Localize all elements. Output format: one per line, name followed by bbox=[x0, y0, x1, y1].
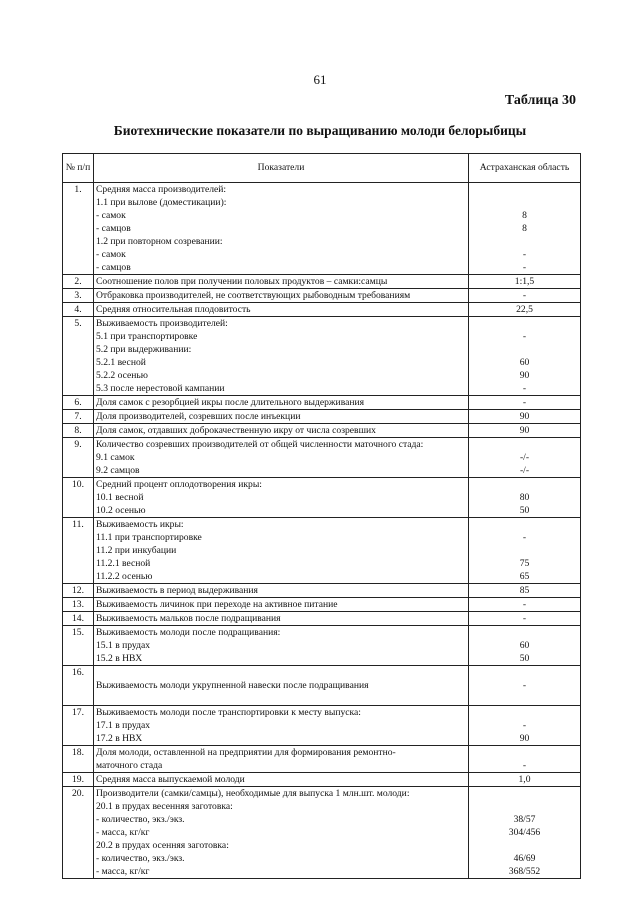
value-line: - bbox=[522, 331, 527, 342]
indicator-line: Количество созревших производителей от общей численности маточного стада: bbox=[96, 439, 424, 450]
indicator-cell bbox=[94, 706, 469, 746]
table-row bbox=[63, 746, 581, 773]
indicator-cell bbox=[94, 183, 469, 275]
indicator-line: Отбраковка производителей, не соответствующих рыбоводным требованиям bbox=[96, 290, 411, 301]
header-region: Астраханская область bbox=[469, 154, 581, 183]
value-line: - bbox=[522, 680, 527, 691]
indicator-line: Выживаемость мальков после подращивания bbox=[96, 613, 281, 624]
table-row bbox=[63, 626, 581, 666]
value-line: 304/456 bbox=[508, 827, 541, 838]
indicator-cell bbox=[94, 478, 469, 518]
indicator-line: 17.1 в прудах bbox=[96, 720, 151, 731]
indicator-line: - масса, кг/кг bbox=[96, 827, 150, 838]
indicator-line: 5.2.2 осенью bbox=[96, 370, 148, 381]
indicator-line: маточного стада bbox=[96, 760, 163, 771]
indicator-line bbox=[96, 666, 466, 679]
value-line bbox=[471, 478, 578, 491]
value-line: 90 bbox=[519, 411, 530, 422]
table-row bbox=[63, 787, 581, 879]
value-line: 50 bbox=[519, 653, 530, 664]
indicator-line: Доля самок с резорбцией икры после длительного выдерживания bbox=[96, 397, 365, 408]
table-row bbox=[63, 424, 581, 438]
value-line bbox=[471, 706, 578, 719]
indicator-line: 5.2.1 весной bbox=[96, 357, 146, 368]
value-line bbox=[471, 343, 578, 356]
table-body bbox=[63, 183, 581, 879]
indicator-line: Доля самок, отдавших доброкачественную икру от числа созревших bbox=[96, 425, 376, 436]
value-cell bbox=[469, 275, 581, 289]
header-indicators: Показатели bbox=[94, 154, 469, 183]
row-number: 15. bbox=[63, 626, 94, 666]
value-line: 1:1,5 bbox=[514, 276, 535, 287]
indicator-line: 10.2 осенью bbox=[96, 505, 146, 516]
indicator-line: 1.1 при вылове (доместикации): bbox=[96, 197, 227, 208]
indicator-cell bbox=[94, 626, 469, 666]
value-line bbox=[471, 235, 578, 248]
value-cell bbox=[469, 410, 581, 424]
value-line: 50 bbox=[519, 505, 530, 516]
table-row bbox=[63, 410, 581, 424]
indicator-line: 9.1 самок bbox=[96, 452, 135, 463]
value-cell bbox=[469, 787, 581, 879]
value-line bbox=[471, 800, 578, 813]
indicator-line: 5.1 при транспортировке bbox=[96, 331, 198, 342]
indicator-line: - масса, кг/кг bbox=[96, 866, 150, 877]
indicator-cell bbox=[94, 317, 469, 396]
value-line: 90 bbox=[519, 370, 530, 381]
indicator-line: Доля производителей, созревших после инъекции bbox=[96, 411, 301, 422]
value-cell bbox=[469, 518, 581, 584]
indicator-line: Выживаемость в период выдерживания bbox=[96, 585, 258, 596]
indicator-cell bbox=[94, 584, 469, 598]
value-line: -/- bbox=[519, 465, 530, 476]
value-cell bbox=[469, 438, 581, 478]
row-number: 13. bbox=[63, 598, 94, 612]
indicator-cell bbox=[94, 746, 469, 773]
page-number: 61 bbox=[313, 72, 327, 87]
value-cell bbox=[469, 773, 581, 787]
indicator-line: Доля молоди, оставленной на предприятии для формирования ремонтно- bbox=[96, 747, 396, 758]
indicator-line: 5.2 при выдерживании: bbox=[96, 344, 192, 355]
value-cell bbox=[469, 626, 581, 666]
indicator-line: 17.2 в НВХ bbox=[96, 733, 143, 744]
value-line bbox=[471, 544, 578, 557]
value-line bbox=[471, 692, 578, 705]
indicator-line: Средняя относительная плодовитость bbox=[96, 304, 251, 315]
table-header-row bbox=[63, 154, 581, 183]
value-line bbox=[471, 196, 578, 209]
indicator-line: 11.2 при инкубации bbox=[96, 545, 177, 556]
indicator-line: 15.1 в прудах bbox=[96, 640, 151, 651]
value-cell bbox=[469, 746, 581, 773]
indicator-line: Выживаемость молоди после подращивания: bbox=[96, 627, 281, 638]
indicator-cell bbox=[94, 396, 469, 410]
value-line bbox=[471, 787, 578, 800]
value-line: 90 bbox=[519, 425, 530, 436]
value-line: 8 bbox=[522, 210, 527, 221]
value-cell bbox=[469, 478, 581, 518]
indicator-cell bbox=[94, 303, 469, 317]
table-row bbox=[63, 518, 581, 584]
value-line: 80 bbox=[519, 492, 530, 503]
indicator-line: Средняя масса производителей: bbox=[96, 184, 227, 195]
indicator-cell bbox=[94, 666, 469, 706]
indicator-line: - самок bbox=[96, 249, 126, 260]
table-row bbox=[63, 303, 581, 317]
indicator-line: - самцов bbox=[96, 223, 131, 234]
value-line: - bbox=[522, 599, 527, 610]
value-line: 22,5 bbox=[516, 304, 533, 315]
row-number: 3. bbox=[63, 289, 94, 303]
value-line: 46/69 bbox=[513, 853, 536, 864]
value-line: - bbox=[522, 760, 527, 771]
value-cell bbox=[469, 612, 581, 626]
value-line bbox=[471, 626, 578, 639]
row-number: 10. bbox=[63, 478, 94, 518]
value-line bbox=[471, 746, 578, 759]
value-line: -/- bbox=[519, 452, 530, 463]
indicator-line: Выживаемость икры: bbox=[96, 519, 184, 530]
value-line: 75 bbox=[519, 558, 530, 569]
indicator-cell bbox=[94, 518, 469, 584]
row-number: 16. bbox=[63, 666, 94, 706]
value-cell bbox=[469, 424, 581, 438]
value-line: - bbox=[522, 249, 527, 260]
indicator-line: Производители (самки/самцы), необходимые для выпуска 1 млн.шт. молоди: bbox=[96, 788, 410, 799]
indicator-line: 9.2 самцов bbox=[96, 465, 140, 476]
value-line bbox=[471, 839, 578, 852]
indicator-cell bbox=[94, 410, 469, 424]
table-row bbox=[63, 666, 581, 706]
table-row bbox=[63, 438, 581, 478]
indicator-line: 15.2 в НВХ bbox=[96, 653, 143, 664]
row-number: 7. bbox=[63, 410, 94, 424]
indicator-line: 1.2 при повторном созревании: bbox=[96, 236, 223, 247]
value-line: - bbox=[522, 613, 527, 624]
row-number: 8. bbox=[63, 424, 94, 438]
indicator-line: 11.1 при транспортировке bbox=[96, 532, 202, 543]
indicator-line: - количество, экз./экз. bbox=[96, 814, 185, 825]
indicator-line: - количество, экз./экз. bbox=[96, 853, 185, 864]
value-line bbox=[471, 518, 578, 531]
row-number: 1. bbox=[63, 183, 94, 275]
indicator-line: 11.2.2 осенью bbox=[96, 571, 153, 582]
indicator-line bbox=[96, 692, 466, 705]
value-line bbox=[471, 666, 578, 679]
indicator-line: Средняя масса выпускаемой молоди bbox=[96, 774, 245, 785]
value-cell bbox=[469, 317, 581, 396]
value-cell bbox=[469, 584, 581, 598]
value-line bbox=[471, 438, 578, 451]
value-line bbox=[471, 183, 578, 196]
value-line: 90 bbox=[519, 733, 530, 744]
indicator-line: Соотношение полов при получении половых продуктов – самки:самцы bbox=[96, 276, 388, 287]
value-line: 60 bbox=[519, 640, 530, 651]
indicator-cell bbox=[94, 773, 469, 787]
value-line: 65 bbox=[519, 571, 530, 582]
table-row bbox=[63, 289, 581, 303]
table-row bbox=[63, 612, 581, 626]
indicator-cell bbox=[94, 612, 469, 626]
value-cell bbox=[469, 183, 581, 275]
value-line: - bbox=[522, 397, 527, 408]
table-row bbox=[63, 317, 581, 396]
value-line: - bbox=[522, 262, 527, 273]
row-number: 4. bbox=[63, 303, 94, 317]
value-line: 60 bbox=[519, 357, 530, 368]
row-number: 6. bbox=[63, 396, 94, 410]
indicator-cell bbox=[94, 424, 469, 438]
row-number: 9. bbox=[63, 438, 94, 478]
header-num: № п/п bbox=[63, 154, 94, 183]
indicator-line: Выживаемость молоди после транспортировки к месту выпуска: bbox=[96, 707, 361, 718]
value-line: 8 bbox=[522, 223, 527, 234]
indicator-line: 20.1 в прудах весенняя заготовка: bbox=[96, 801, 233, 812]
table-row bbox=[63, 598, 581, 612]
value-line: 85 bbox=[519, 585, 530, 596]
table-row bbox=[63, 275, 581, 289]
value-line: - bbox=[522, 720, 527, 731]
row-number: 20. bbox=[63, 787, 94, 879]
value-cell bbox=[469, 666, 581, 706]
indicator-line: 11.2.1 весной bbox=[96, 558, 151, 569]
row-number: 12. bbox=[63, 584, 94, 598]
table-row bbox=[63, 183, 581, 275]
row-number: 17. bbox=[63, 706, 94, 746]
value-line: - bbox=[522, 532, 527, 543]
table-title: Биотехнические показатели по выращиванию молоди белорыбицы bbox=[113, 123, 527, 138]
value-cell bbox=[469, 396, 581, 410]
value-cell bbox=[469, 289, 581, 303]
value-cell bbox=[469, 706, 581, 746]
table-label: Таблица 30 bbox=[504, 93, 576, 108]
value-line: 368/552 bbox=[508, 866, 541, 877]
indicator-line: 10.1 весной bbox=[96, 492, 144, 503]
indicator-line: Средний процент оплодотворения икры: bbox=[96, 479, 262, 490]
row-number: 2. bbox=[63, 275, 94, 289]
table-row bbox=[63, 773, 581, 787]
indicator-cell bbox=[94, 289, 469, 303]
table-row bbox=[63, 706, 581, 746]
row-number: 19. bbox=[63, 773, 94, 787]
indicator-line: Выживаемость производителей: bbox=[96, 318, 228, 329]
value-line: - bbox=[522, 383, 527, 394]
indicator-cell bbox=[94, 598, 469, 612]
table-row bbox=[63, 584, 581, 598]
indicator-cell bbox=[94, 438, 469, 478]
indicators-table bbox=[62, 153, 581, 879]
indicator-cell bbox=[94, 275, 469, 289]
value-line: 38/57 bbox=[513, 814, 536, 825]
indicator-line: Выживаемость личинок при переходе на активное питание bbox=[96, 599, 338, 610]
indicator-line: 20.2 в прудах осенняя заготовка: bbox=[96, 840, 229, 851]
indicator-line: 5.3 после нерестовой кампании bbox=[96, 383, 225, 394]
row-number: 5. bbox=[63, 317, 94, 396]
value-line: - bbox=[522, 290, 527, 301]
row-number: 11. bbox=[63, 518, 94, 584]
indicator-cell bbox=[94, 787, 469, 879]
value-cell bbox=[469, 303, 581, 317]
row-number: 18. bbox=[63, 746, 94, 773]
indicator-line: - самок bbox=[96, 210, 126, 221]
value-cell bbox=[469, 598, 581, 612]
table-row bbox=[63, 478, 581, 518]
indicator-line: - самцов bbox=[96, 262, 131, 273]
value-line bbox=[471, 317, 578, 330]
table-row bbox=[63, 396, 581, 410]
value-line: 1,0 bbox=[518, 774, 531, 785]
indicator-line: Выживаемость молоди укрупненной навески после подращивания bbox=[96, 680, 369, 691]
row-number: 14. bbox=[63, 612, 94, 626]
